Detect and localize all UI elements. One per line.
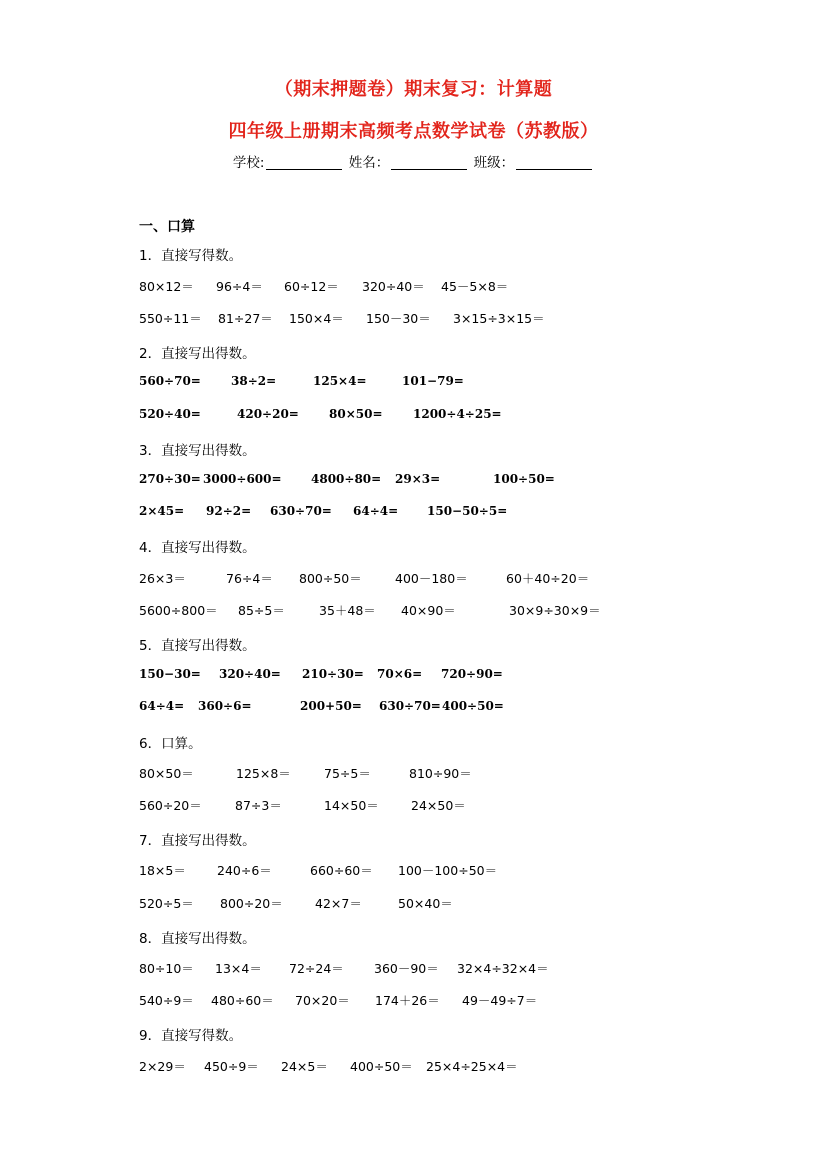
arithmetic-problem: 520÷40=	[139, 407, 201, 421]
arithmetic-problem: 60＋40÷20＝	[506, 571, 590, 586]
arithmetic-problem: 660÷60＝	[310, 863, 373, 878]
arithmetic-problem: 38÷2=	[231, 374, 277, 388]
arithmetic-problem: 420÷20=	[237, 407, 299, 421]
arithmetic-problem: 520÷5＝	[139, 896, 194, 911]
section-title: 一、口算	[139, 219, 195, 235]
arithmetic-problem: 30×9÷30×9＝	[509, 603, 601, 618]
arithmetic-problem: 100－100÷50＝	[398, 863, 498, 878]
arithmetic-problem: 72÷24＝	[289, 961, 344, 976]
arithmetic-problem: 560÷70=	[139, 374, 201, 388]
arithmetic-problem: 101−79=	[402, 374, 464, 388]
arithmetic-problem: 85÷5＝	[238, 603, 285, 618]
arithmetic-problem: 24×50＝	[411, 798, 466, 813]
arithmetic-problem: 3×15÷3×15＝	[453, 311, 545, 326]
arithmetic-problem: 40×90＝	[401, 603, 456, 618]
question-2-title: 2．直接写出得数。	[139, 346, 256, 362]
arithmetic-problem: 550÷11＝	[139, 311, 202, 326]
class-label: 班级：	[473, 155, 515, 171]
arithmetic-problem: 80×50＝	[139, 766, 194, 781]
arithmetic-problem: 81÷27＝	[218, 311, 273, 326]
arithmetic-problem: 560÷20＝	[139, 798, 202, 813]
name-label: 姓名：	[348, 155, 390, 171]
exam-subtitle: 四年级上册期末高频考点数学试卷（苏教版）	[228, 121, 599, 142]
arithmetic-problem: 450÷9＝	[204, 1059, 259, 1074]
question-9-title: 9．直接写得数。	[139, 1028, 243, 1044]
arithmetic-problem: 150×4＝	[289, 311, 344, 326]
arithmetic-problem: 150−50÷5=	[427, 504, 508, 518]
student-info-line	[0, 151, 827, 171]
arithmetic-problem: 480÷60＝	[211, 993, 274, 1008]
arithmetic-problem: 5600÷800＝	[139, 603, 218, 618]
arithmetic-problem: 320÷40=	[219, 667, 281, 681]
arithmetic-problem: 76÷4＝	[226, 571, 273, 586]
arithmetic-problem: 35＋48＝	[319, 603, 376, 618]
arithmetic-problem: 18×5＝	[139, 863, 186, 878]
arithmetic-problem: 80÷10＝	[139, 961, 194, 976]
arithmetic-problem: 80×50=	[329, 407, 383, 421]
school-blank[interactable]	[266, 155, 342, 170]
arithmetic-problem: 45－5×8＝	[441, 279, 509, 294]
arithmetic-problem: 150－30＝	[366, 311, 431, 326]
arithmetic-problem: 25×4÷25×4＝	[426, 1059, 518, 1074]
arithmetic-problem: 14×50＝	[324, 798, 379, 813]
arithmetic-problem: 320÷40＝	[362, 279, 425, 294]
arithmetic-problem: 360－90＝	[374, 961, 439, 976]
arithmetic-problem: 64÷4=	[353, 504, 399, 518]
arithmetic-problem: 29×3=	[395, 472, 441, 486]
arithmetic-problem: 360÷6=	[198, 699, 252, 713]
question-5-title: 5．直接写出得数。	[139, 638, 256, 654]
arithmetic-problem: 26×3＝	[139, 571, 186, 586]
question-3-title: 3．直接写出得数。	[139, 443, 256, 459]
arithmetic-problem: 400÷50=	[442, 699, 504, 713]
arithmetic-problem: 87÷3＝	[235, 798, 282, 813]
arithmetic-problem: 150−30=	[139, 667, 201, 681]
arithmetic-problem: 630÷70=	[270, 504, 332, 518]
question-6-title: 6．口算。	[139, 736, 202, 752]
arithmetic-problem: 24×5＝	[281, 1059, 328, 1074]
arithmetic-problem: 540÷9＝	[139, 993, 194, 1008]
arithmetic-problem: 800÷20＝	[220, 896, 283, 911]
arithmetic-problem: 49－49÷7＝	[462, 993, 538, 1008]
question-4-title: 4．直接写出得数。	[139, 540, 256, 556]
name-blank[interactable]	[391, 155, 467, 170]
exam-title: （期末押题卷）期末复习：计算题	[274, 79, 553, 100]
arithmetic-problem: 2×45=	[139, 504, 185, 518]
arithmetic-problem: 100÷50=	[493, 472, 555, 486]
arithmetic-problem: 75÷5＝	[324, 766, 371, 781]
arithmetic-problem: 92÷2=	[206, 504, 252, 518]
arithmetic-problem: 125×8＝	[236, 766, 291, 781]
arithmetic-problem: 810÷90＝	[409, 766, 472, 781]
arithmetic-problem: 800÷50＝	[299, 571, 362, 586]
arithmetic-problem: 64÷4=	[139, 699, 185, 713]
arithmetic-problem: 96÷4＝	[216, 279, 263, 294]
arithmetic-problem: 200+50=	[300, 699, 362, 713]
arithmetic-problem: 60÷12＝	[284, 279, 339, 294]
arithmetic-problem: 210÷30=	[302, 667, 364, 681]
class-blank[interactable]	[516, 155, 592, 170]
arithmetic-problem: 50×40＝	[398, 896, 453, 911]
arithmetic-problem: 3000÷600=	[203, 472, 282, 486]
question-1-title: 1．直接写得数。	[139, 248, 243, 264]
arithmetic-problem: 400÷50＝	[350, 1059, 413, 1074]
school-label: 学校:	[232, 155, 265, 171]
arithmetic-problem: 174＋26＝	[375, 993, 440, 1008]
arithmetic-problem: 80×12＝	[139, 279, 194, 294]
arithmetic-problem: 13×4＝	[215, 961, 262, 976]
arithmetic-problem: 270÷30=	[139, 472, 201, 486]
arithmetic-problem: 720÷90=	[441, 667, 503, 681]
arithmetic-problem: 1200÷4÷25=	[413, 407, 502, 421]
arithmetic-problem: 400－180＝	[395, 571, 468, 586]
arithmetic-problem: 4800÷80=	[311, 472, 382, 486]
arithmetic-problem: 125×4=	[313, 374, 367, 388]
arithmetic-problem: 240÷6＝	[217, 863, 272, 878]
arithmetic-problem: 42×7＝	[315, 896, 362, 911]
arithmetic-problem: 70×6=	[377, 667, 423, 681]
question-8-title: 8．直接写出得数。	[139, 931, 256, 947]
arithmetic-problem: 32×4÷32×4＝	[457, 961, 549, 976]
arithmetic-problem: 630÷70=	[379, 699, 441, 713]
question-7-title: 7．直接写出得数。	[139, 833, 256, 849]
arithmetic-problem: 2×29＝	[139, 1059, 186, 1074]
arithmetic-problem: 70×20＝	[295, 993, 350, 1008]
